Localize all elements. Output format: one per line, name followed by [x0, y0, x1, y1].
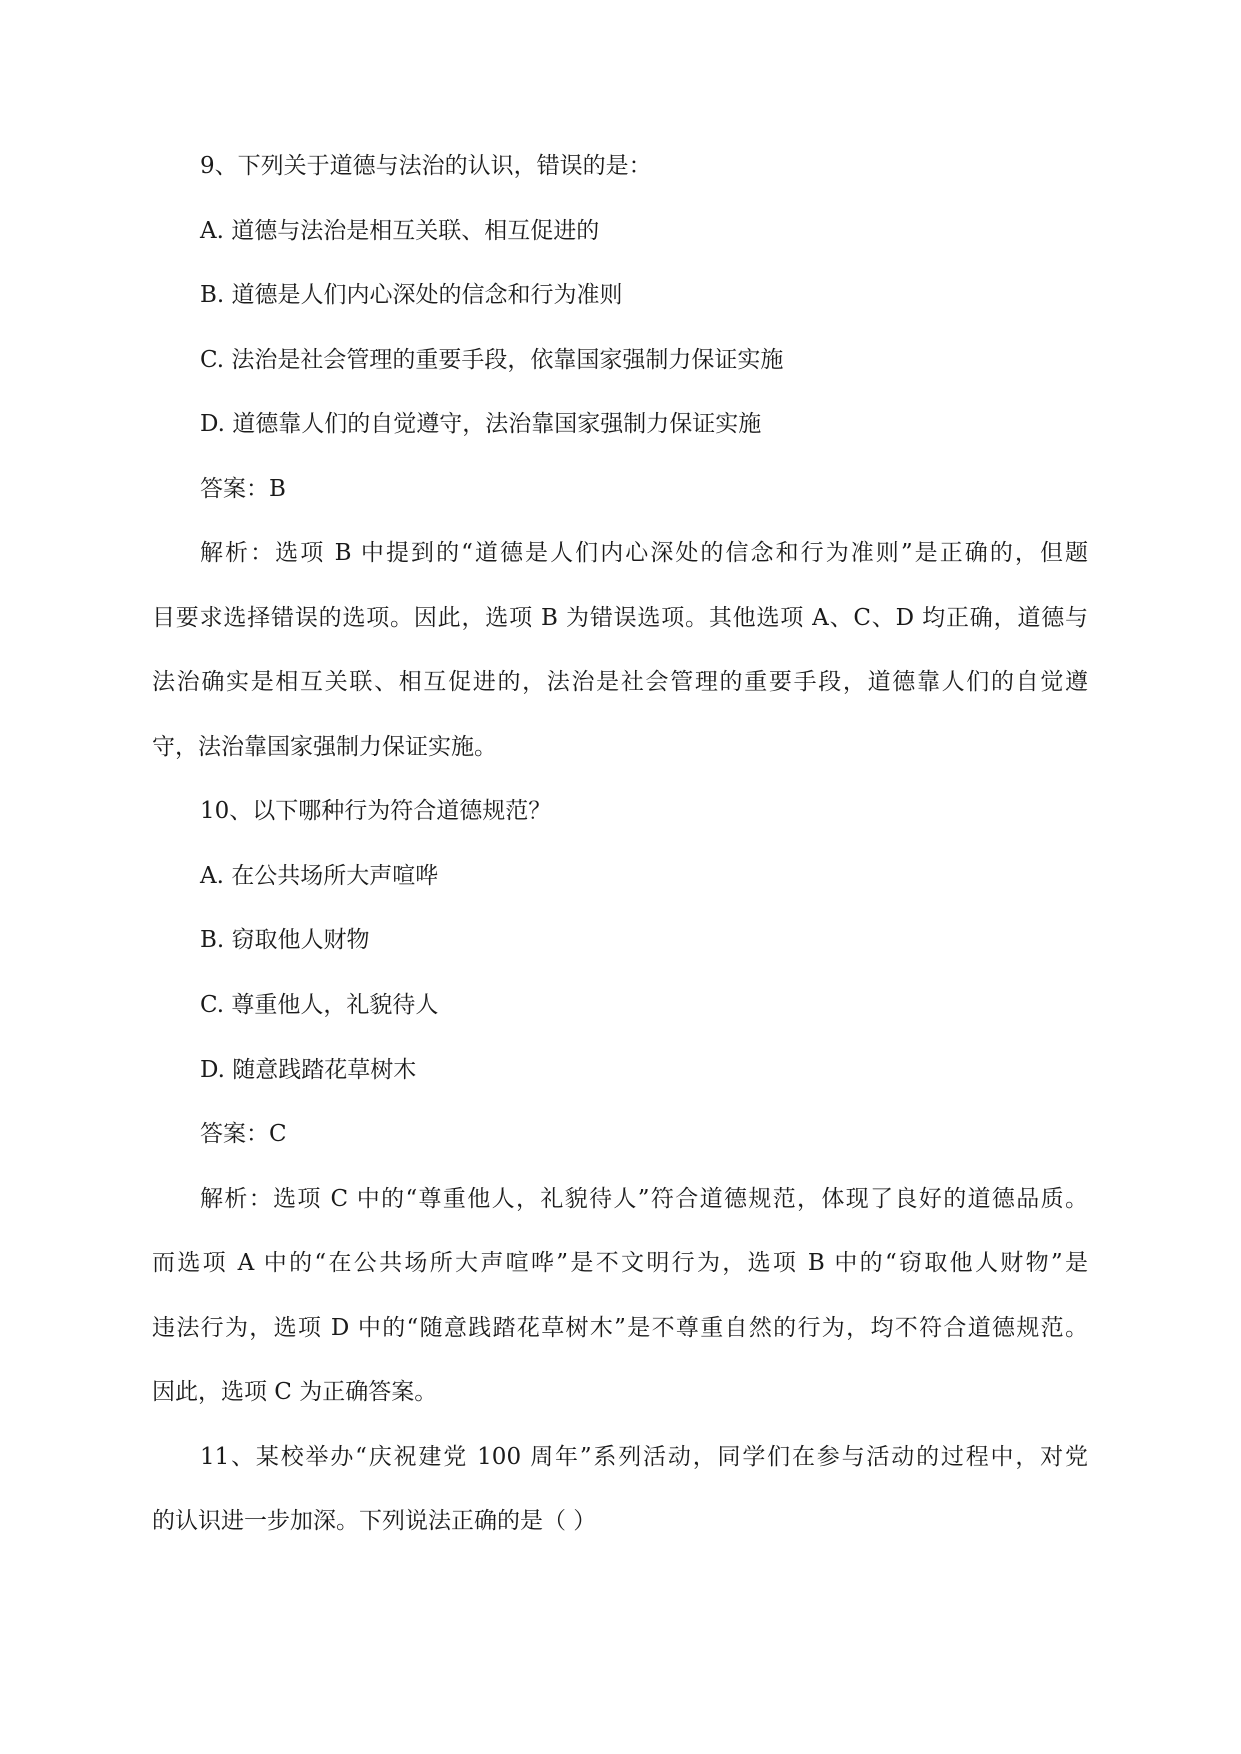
question-10-option-d: D. 随意践踏花草树木	[200, 1057, 417, 1083]
question-11-stem-line-1: 11、某校举办“庆祝建党 100 周年”系列活动，同学们在参与活动的过程中，对党	[200, 1444, 1088, 1470]
question-10-option-c: C. 尊重他人，礼貌待人	[200, 992, 439, 1018]
question-9-option-d: D. 道德靠人们的自觉遵守，法治靠国家强制力保证实施	[200, 411, 762, 437]
question-10-stem: 10、以下哪种行为符合道德规范？	[200, 798, 552, 824]
question-9-analysis-line-2: 目要求选择错误的选项。因此，选项 B 为错误选项。其他选项 A、C、D 均正确，道德与	[152, 605, 1088, 631]
question-10-option-a: A. 在公共场所大声喧哗	[200, 863, 439, 889]
question-10-analysis-line-4: 因此，选项 C 为正确答案。	[152, 1379, 438, 1405]
question-9-option-a: A. 道德与法治是相互关联、相互促进的	[200, 218, 600, 244]
question-9-option-b: B. 道德是人们内心深处的信念和行为准则	[200, 282, 623, 308]
question-10-option-b: B. 窃取他人财物	[200, 927, 370, 953]
question-9-option-c: C. 法治是社会管理的重要手段，依靠国家强制力保证实施	[200, 347, 784, 373]
question-9-analysis-line-3: 法治确实是相互关联、相互促进的，法治是社会管理的重要手段，道德靠人们的自觉遵	[152, 669, 1088, 695]
question-10-analysis-line-3: 违法行为，选项 D 中的“随意践踏花草树木”是不尊重自然的行为，均不符合道德规范。	[152, 1315, 1088, 1341]
question-10-analysis-line-1: 解析：选项 C 中的“尊重他人，礼貌待人”符合道德规范，体现了良好的道德品质。	[200, 1186, 1088, 1212]
question-10-analysis-line-2: 而选项 A 中的“在公共场所大声喧哗”是不文明行为，选项 B 中的“窃取他人财物”是	[152, 1250, 1088, 1276]
question-11-stem-line-2: 的认识进一步加深。下列说法正确的是（ ）	[152, 1508, 597, 1534]
question-10-answer: 答案：C	[200, 1121, 287, 1147]
question-9-answer: 答案：B	[200, 476, 286, 502]
question-9-stem: 9、下列关于道德与法治的认识，错误的是：	[200, 153, 652, 179]
question-9-analysis-line-4: 守，法治靠国家强制力保证实施。	[152, 734, 497, 760]
question-9-analysis-line-1: 解析：选项 B 中提到的“道德是人们内心深处的信念和行为准则”是正确的，但题	[200, 540, 1088, 566]
